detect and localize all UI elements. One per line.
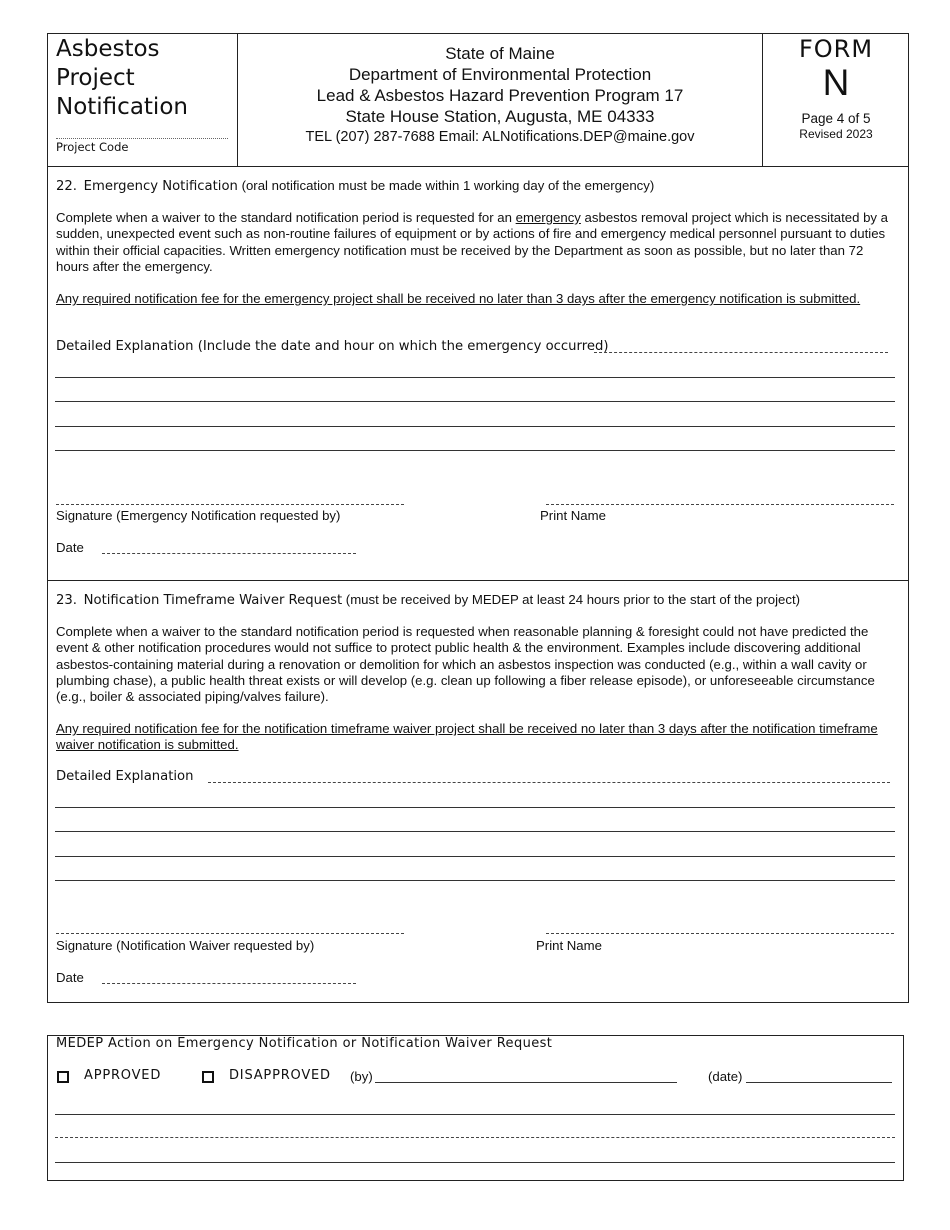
section-23-print-name-field[interactable] [546, 933, 894, 934]
section-22-explanation-field[interactable] [594, 352, 888, 353]
action-date-field[interactable] [746, 1082, 892, 1083]
section-22-fee-note: Any required notification fee for the emergency project shall be received no later than 3 days after the emergency notification is submitted. [56, 291, 861, 306]
medep-action-title: MEDEP Action on Emergency Notification or Notification Waiver Request [56, 1036, 553, 1051]
section-22-date-label: Date [56, 540, 84, 555]
section-23-date-field[interactable] [102, 983, 356, 984]
section-23-explanation-line-2[interactable] [55, 831, 895, 832]
agency-department: Department of Environmental Protection [348, 65, 652, 84]
approved-by-label: (by) [350, 1069, 373, 1084]
form-label: FORM [798, 35, 874, 63]
revised-date: Revised 2023 [799, 127, 873, 141]
section-23-title: Notification Timeframe Waiver Request [83, 593, 343, 608]
section-22-title: Emergency Notification [83, 179, 238, 194]
section-23-explanation-field[interactable] [208, 782, 890, 783]
section-23-signature-label: Signature (Notification Waiver requested by) [56, 938, 315, 953]
disapproved-label: DISAPPROVED [229, 1068, 331, 1083]
form-title-line-1: Asbestos [56, 36, 160, 62]
agency-address: State House Station, Augusta, ME 04333 [345, 107, 655, 126]
section-22-explanation-line-4[interactable] [55, 450, 895, 451]
agency-state: State of Maine [445, 44, 555, 63]
project-code-label: Project Code [56, 140, 129, 154]
section-23-explanation-line-3[interactable] [55, 856, 895, 857]
section-23-print-name-label: Print Name [536, 938, 602, 953]
medep-notes-line-3[interactable] [55, 1162, 895, 1163]
section-22-desc-part-2: asbestos removal project which is necessitated by a sudden, unexpected event such as non-routine failures of equipment or by actions of fire and emergency medical personnel pursuant to duties within their official capacities. Written emergency notification must be received by the Department as soon as possible, but no later than 72 hours after the emergency. [56, 210, 889, 274]
section-23-explanation-line-1[interactable] [55, 807, 895, 808]
section-22-print-name-label: Print Name [540, 508, 606, 523]
action-date-label: (date) [708, 1069, 743, 1084]
section-22-heading [56, 178, 654, 194]
section-22-signature-field[interactable] [56, 504, 404, 505]
section-23-heading [56, 592, 800, 608]
section-23-number: 23. [56, 593, 77, 608]
page-info: Page 4 of 5 [801, 111, 871, 126]
section-23-date-label: Date [56, 970, 84, 985]
section-22-number: 22. [56, 179, 77, 194]
form-title [56, 35, 188, 122]
form-letter: N [822, 62, 850, 103]
section-22-explanation-line-2[interactable] [55, 401, 895, 402]
medep-notes-line-1[interactable] [55, 1114, 895, 1115]
medep-notes-line-2[interactable] [55, 1137, 895, 1138]
form-title-line-2: Project [56, 65, 135, 91]
section-22-desc-part-1: Complete when a waiver to the standard notification period is requested for an [56, 210, 516, 225]
section-23-signature-field[interactable] [56, 933, 404, 934]
medep-action-box [47, 1035, 904, 1181]
section-23-explanation-label: Detailed Explanation [56, 769, 194, 784]
section-23-title-note: (must be received by MEDEP at least 24 hours prior to the start of the project) [345, 592, 800, 607]
section-22-explanation-note: (Include the date and hour on which the emergency occurred) [197, 339, 609, 354]
section-22-description [56, 210, 898, 275]
agency-block [238, 43, 762, 147]
agency-program: Lead & Asbestos Hazard Prevention Program 17 [316, 86, 684, 105]
approved-label: APPROVED [84, 1068, 162, 1083]
agency-contact: TEL (207) 287-7688 Email: ALNotifications.DEP@maine.gov [305, 129, 695, 145]
section-22-explanation-title: Detailed Explanation [56, 339, 194, 354]
section-23-fee-note: Any required notification fee for the notification timeframe waiver project shall be received no later than 3 days after the notification timeframe waiver notification is submitted. [56, 721, 878, 753]
section-22-desc-emphasis: emergency [515, 210, 581, 225]
form-title-line-3: Notification [56, 94, 188, 120]
section-22-explanation-line-1[interactable] [55, 377, 895, 378]
section-23-description: Complete when a waiver to the standard notification period is requested when reasonable planning & foresight could not have predicted the event & other notification procedures would not suffice to protect public health & the environment. Examples include discovering additional asbestos-containing material during a renovation or demolition for which an asbestos inspection was conducted (e.g., within a wall cavity or plumbing chase), a public health threat exists or will develop (e.g. clean up following a fiber release episode), or unforeseeable circumstance (e.g., boiler & associated piping/valves failure). [56, 624, 875, 705]
section-22-title-note: (oral notification must be made within 1 working day of the emergency) [241, 178, 655, 193]
section-22-explanation-label [56, 339, 608, 354]
project-code-field[interactable] [56, 138, 228, 139]
form-id-block [763, 33, 909, 141]
approved-by-field[interactable] [375, 1082, 677, 1083]
section-23-explanation-line-4[interactable] [55, 880, 895, 881]
approved-checkbox[interactable] [57, 1071, 69, 1083]
section-22-print-name-field[interactable] [546, 504, 894, 505]
section-22-date-field[interactable] [102, 553, 356, 554]
section-22-explanation-line-3[interactable] [55, 426, 895, 427]
section-22-signature-label: Signature (Emergency Notification requested by) [56, 508, 341, 523]
disapproved-checkbox[interactable] [202, 1071, 214, 1083]
